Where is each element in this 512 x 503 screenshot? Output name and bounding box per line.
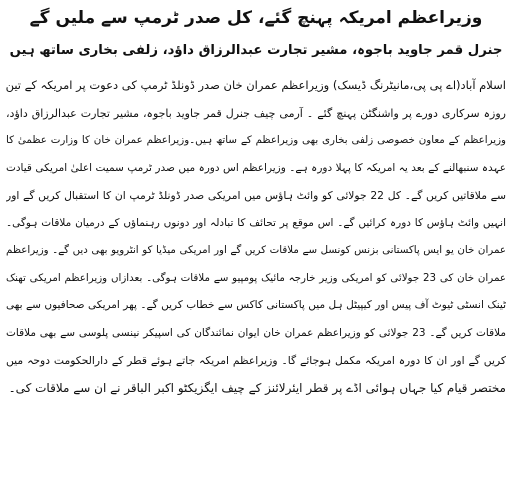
body-line: مختصر قیام کیا جہاں ہوائی اڈے پر قطر ایئرلائنز کے چیف ایگزیکٹو اکبر الباقر نے ان سے ملاقات کی۔ xyxy=(8,380,506,395)
subheadline: جنرل قمر جاوید باجوہ، مشیر تجارت عبدالرزاق داؤد، زلفی بخاری ساتھ ہیں xyxy=(9,43,503,58)
headline: وزیراعظم امریکہ پہنچ گئے، کل صدر ٹرمپ سے ملیں گے xyxy=(29,8,483,28)
body-line: عمران خان کی 23 جولائی کو امریکی وزیر خارجہ مائیک پومپیو سے ملاقات ہوگی۔ بعدازاں وزیراعظم امریکی تھنک xyxy=(6,271,506,284)
body-line: ملاقات کریں گے۔ 23 جولائی کو وزیراعظم عمران خان ایوان نمائندگان کی اسپیکر نینسی پلوسی سے بھی ملاقات xyxy=(6,326,506,339)
article-body xyxy=(6,72,506,402)
body-line: وزیراعظم کے معاون خصوصی زلفی بخاری بھی وزیراعظم کے ساتھ ہیں۔وزیراعظم عمران خان کا وزارت عظمیٰ کا xyxy=(6,134,506,146)
body-line: عمران خان یو ایس پاکستانی بزنس کونسل سے ملاقات کریں گے اور امریکی میڈیا کو انٹرویو بھی دیں گے۔ وزیراعظم xyxy=(6,244,506,256)
body-line: سے ملاقاتیں کریں گے۔ کل 22 جولائی کو وائٹ ہاؤس میں امریکی صدر ڈونلڈ ٹرمپ ان کا استقبال کریں گے اور xyxy=(6,189,506,202)
body-line: روزہ سرکاری دورے پر واشنگٹن پہنچ گئے ۔ آرمی چیف جنرل قمر جاوید باجوہ، مشیر تجارت عبدالرزاق داؤد، xyxy=(6,106,506,120)
body-line: کریں گے اور ان کا دورہ امریکہ مکمل ہوجائے گا۔ وزیراعظم امریکہ جاتے ہوئے قطر کے دارالحکومت دوحہ میں xyxy=(6,354,506,367)
body-line: ٹینک انسٹی ٹیوٹ آف پیس اور کیپیٹل ہل میں پاکستانی کاکس سے خطاب کریں گے۔ پھر امریکی صحافیوں سے بھی xyxy=(6,299,506,311)
news-article xyxy=(6,2,506,501)
body-line: انہیں وائٹ ہاؤس کا دورہ کرائیں گے۔ اس موقع پر تحائف کا تبادلہ اور دونوں رہنماؤں کے درمیان ملاقات ہوگی۔ xyxy=(6,216,506,229)
body-line: اسلام آباد(اے پی پی،مانیٹرنگ ڈیسک) وزیراعظم عمران خان صدر ڈونلڈ ٹرمپ کی دعوت پر امریکہ کے تین xyxy=(6,78,506,92)
body-line: عہدہ سنبھالنے کے بعد یہ امریکہ کا پہلا دورہ ہے۔ وزیراعظم اس دورہ میں صدر ٹرمپ سمیت اعلیٰ امریکی قیادت xyxy=(6,161,506,174)
